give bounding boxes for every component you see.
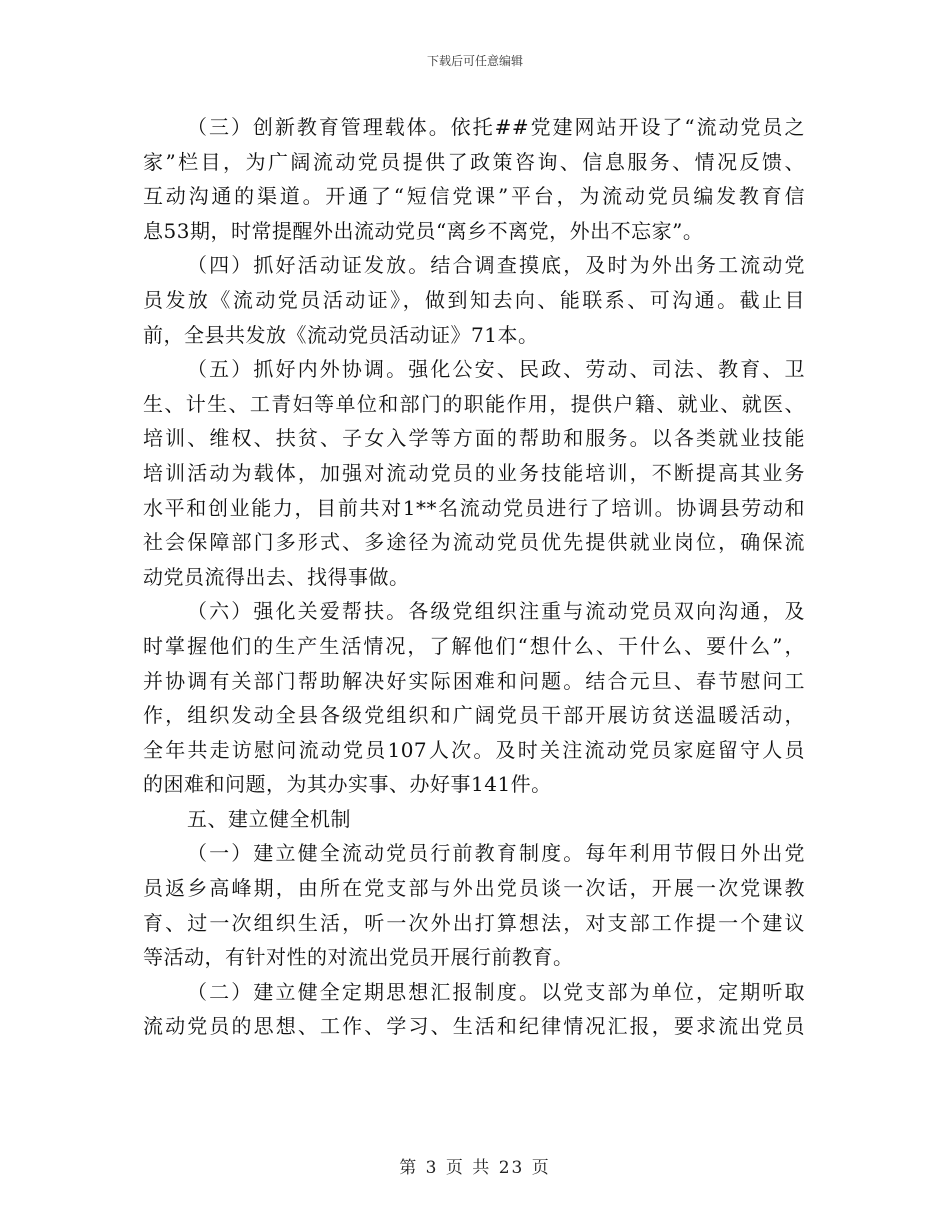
text-line: 培训活动为载体，加强对流动党员的业务技能培训，不断提高其业务 (143, 460, 805, 485)
text-line: 等活动，有针对性的对流出党员开展行前教育。 (143, 945, 574, 970)
text-line: （五）抓好内外协调。强化公安、民政、劳动、司法、教育、卫 (187, 357, 805, 382)
text-line: 流动党员的思想、工作、学习、生活和纪律情况汇报，要求流出党员 (143, 1014, 805, 1039)
text-line: 五、建立健全机制 (187, 806, 351, 831)
text-line: 育、过一次组织生活，听一次外出打算想法，对支部工作提一个建议 (143, 910, 805, 935)
text-line: （六）强化关爱帮扶。各级党组织注重与流动党员双向沟通，及 (187, 599, 805, 624)
text-line: 的困难和问题，为其办实事、办好事141件。 (143, 772, 552, 797)
text-line: （一）建立健全流动党员行前教育制度。每年利用节假日外出党 (187, 841, 805, 866)
text-line: 息53期，时常提醒外出流动党员“离乡不离党，外出不忘家”。 (143, 218, 704, 243)
text-line: 并协调有关部门帮助解决好实际困难和问题。结合元旦、春节慰问工 (143, 668, 805, 693)
text-line: 水平和创业能力，目前共对1**名流动党员进行了培训。协调县劳动和 (143, 495, 805, 520)
text-line: 前，全县共发放《流动党员活动证》71本。 (143, 322, 539, 347)
page-header: 下载后可任意编辑 (426, 54, 523, 68)
text-line: （四）抓好活动证发放。结合调查摸底，及时为外出务工流动党 (187, 253, 805, 278)
text-line: 员返乡高峰期，由所在党支部与外出党员谈一次话，开展一次党课教 (143, 876, 805, 901)
document-body (143, 110, 805, 1044)
text-line: 员发放《流动党员活动证》，做到知去向、能联系、可沟通。截止目 (143, 287, 805, 312)
text-line: 时掌握他们的生产生活情况，了解他们“想什么、干什么、要什么”， (143, 633, 805, 658)
text-line: 全年共走访慰问流动党员107人次。及时关注流动党员家庭留守人员 (143, 737, 805, 762)
text-line: （二）建立健全定期思想汇报制度。以党支部为单位，定期听取 (187, 979, 805, 1004)
text-line: 互动沟通的渠道。开通了“短信党课”平台，为流动党员编发教育信 (143, 184, 805, 209)
text-line: 作，组织发动全县各级党组织和广阔党员干部开展访贫送温暖活动， (143, 703, 805, 728)
text-line: 动党员流得出去、找得事做。 (143, 564, 410, 589)
page-number-footer: 第 3 页 共 23 页 (399, 1158, 551, 1178)
text-line: 家”栏目，为广阔流动党员提供了政策咨询、信息服务、情况反馈、 (143, 149, 805, 174)
text-line: 社会保障部门多形式、多途径为流动党员优先提供就业岗位，确保流 (143, 530, 805, 555)
text-line: （三）创新教育管理载体。依托##党建网站开设了“流动党员之 (187, 115, 805, 139)
text-line: 培训、维权、扶贫、子女入学等方面的帮助和服务。以各类就业技能 (143, 426, 805, 451)
text-line: 生、计生、工青妇等单位和部门的职能作用，提供户籍、就业、就医、 (143, 391, 805, 416)
